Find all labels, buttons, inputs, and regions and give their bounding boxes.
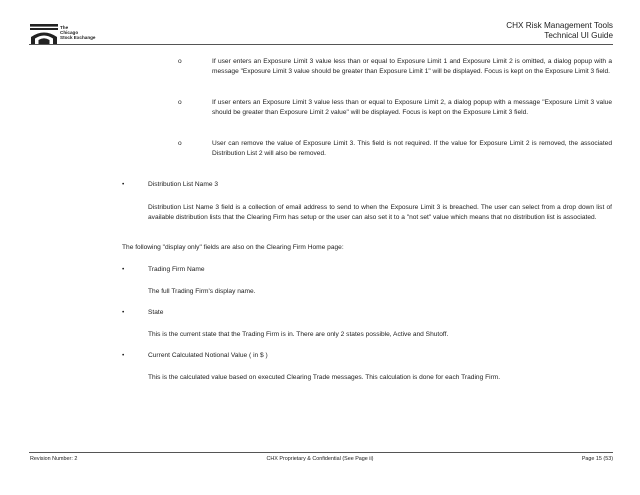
sub-bullet-marker: o bbox=[178, 99, 182, 106]
sub-bullet-marker: o bbox=[178, 58, 182, 65]
field-description: Distribution List Name 3 field is a collection of email address to send to when the Exposure Limit 3 is breached. The user can select from a drop down list of available distribution lists that the Clearing Firm has setup or the user can also set it to a "not set" value which means that no distribution list is associated. bbox=[148, 204, 612, 221]
chx-logo-icon bbox=[30, 24, 58, 46]
confidentiality-notice: CHX Proprietary & Confidential (See Page ii) bbox=[266, 456, 374, 462]
field-heading: Current Calculated Notional Value ( in $ ) bbox=[148, 352, 268, 359]
chx-logo bbox=[30, 24, 120, 46]
bullet-marker: • bbox=[122, 266, 125, 273]
header-title-line-1: CHX Risk Management Tools bbox=[506, 21, 613, 30]
field-description: This is the calculated value based on executed Clearing Trade messages. This calculation is done for each Trading Firm. bbox=[148, 374, 501, 381]
header-divider bbox=[29, 44, 613, 45]
field-heading: State bbox=[148, 309, 164, 316]
header-title-line-2: Technical UI Guide bbox=[544, 31, 613, 40]
document-header-title bbox=[506, 21, 613, 41]
bullet-marker: • bbox=[122, 181, 125, 188]
bullet-marker: • bbox=[122, 352, 125, 359]
bullet-marker: • bbox=[122, 309, 125, 316]
logo-text-line-2: Chicago bbox=[60, 30, 79, 35]
page-number: Page 15 (53) bbox=[581, 456, 613, 462]
logo-text-line-3: Stock Exchange bbox=[60, 35, 96, 40]
field-description: This is the current state that the Trading Firm is in. There are only 2 states possible, Active and Shutoff. bbox=[148, 331, 449, 338]
field-heading: Trading Firm Name bbox=[148, 266, 205, 273]
logo-text-line-1: The bbox=[60, 25, 69, 30]
revision-number: Revision Number: 2 bbox=[30, 456, 78, 462]
field-description: The full Trading Firm's display name. bbox=[148, 288, 256, 295]
footer-divider bbox=[29, 452, 613, 453]
sub-bullet-text: If user enters an Exposure Limit 3 value less than or equal to Exposure Limit 1 and Exposure Limit 2 is omitted, a dialog popup with a message "Exposure Limit 3 value should be greater than Exposure Limit 1" will be displayed. Focus is kept on the Exposure Limit 3 field. bbox=[212, 58, 612, 75]
section-intro: The following "display only" fields are also on the Clearing Firm Home page: bbox=[122, 244, 344, 251]
field-heading: Distribution List Name 3 bbox=[148, 181, 218, 188]
sub-bullet-text: User can remove the value of Exposure Limit 3. This field is not required. If the value for Exposure Limit 2 is removed, the associated Distribution List 2 will also be removed. bbox=[212, 140, 612, 157]
sub-bullet-marker: o bbox=[178, 140, 182, 147]
sub-bullet-text: If user enters an Exposure Limit 3 value less than or equal to Exposure Limit 2, a dialog popup with a message "Exposure Limit 3 value should be greater than Exposure Limit 2 value" will be displayed. Focus is kept on the Exposure Limit 3 field. bbox=[212, 99, 612, 116]
